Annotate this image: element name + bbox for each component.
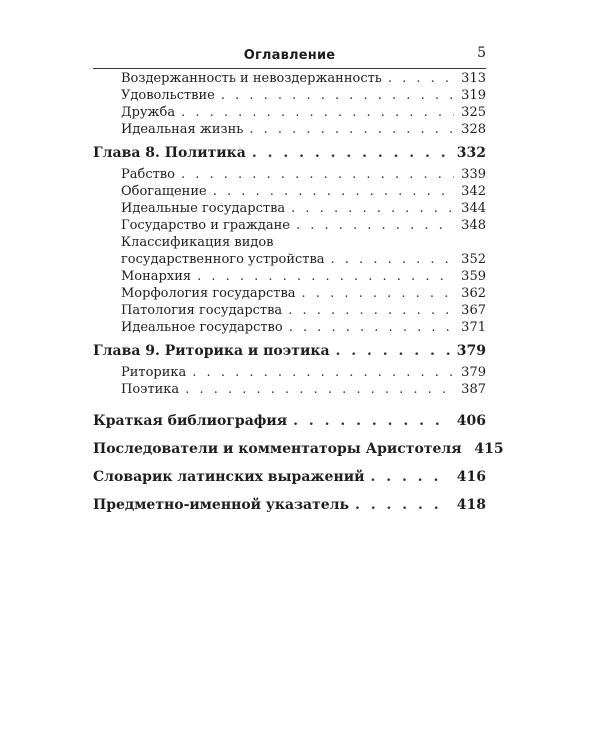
toc-entry-title: Поэтика <box>121 382 180 397</box>
toc-entry-page: 313 <box>461 71 486 86</box>
toc-entry <box>93 200 486 217</box>
toc-leader-dots <box>331 251 454 268</box>
toc-entry-title: Государство и граждане <box>121 218 290 233</box>
toc-entry-title: Патология государства <box>121 303 283 318</box>
toc-entry <box>93 183 486 200</box>
toc-entry-title: Дружба <box>121 105 176 120</box>
toc-entry-title: Рабство <box>121 167 175 182</box>
toc-back-matter-page: 416 <box>456 469 486 485</box>
toc-entry-title: Идеальное государство <box>121 320 283 335</box>
toc-entry-page: 319 <box>461 88 486 103</box>
toc-entry-page: 387 <box>461 382 486 397</box>
toc-leader-dots <box>288 302 454 319</box>
toc-entry-title: Воздержанность и невоздержанность <box>121 71 382 86</box>
toc-back-matter-title: Предметно-именной указатель <box>93 497 350 513</box>
toc-leader-dots <box>185 381 454 398</box>
toc-back-matter <box>93 468 486 486</box>
toc-chapter-page: 379 <box>456 343 486 359</box>
toc-back-matter-title: Словарик латинских выражений <box>93 469 365 485</box>
toc-entry <box>93 364 486 381</box>
toc-back-matter-page: 418 <box>456 497 486 513</box>
toc-entry-title: Идеальная жизнь <box>121 122 244 137</box>
toc-entry-page: 362 <box>461 286 486 301</box>
toc-entry-page: 328 <box>461 122 486 137</box>
toc-back-matter <box>93 496 486 514</box>
toc-entry-page: 359 <box>461 269 486 284</box>
toc-entry-page: 352 <box>461 252 486 267</box>
toc-entry-page: 371 <box>461 320 486 335</box>
toc-leader-dots <box>355 496 450 514</box>
toc-leader-dots <box>370 468 450 486</box>
toc-chapter-title: Глава 8. Политика <box>93 145 246 161</box>
header-title: Оглавление <box>243 48 336 63</box>
toc-leader-dots <box>289 319 454 336</box>
toc-entry-page: 339 <box>461 167 486 182</box>
toc-entry-page: 325 <box>461 105 486 120</box>
toc-entry-title: Морфология государства <box>121 286 296 301</box>
toc-entry <box>93 87 486 104</box>
toc-chapter-title: Глава 9. Риторика и поэтика <box>93 343 330 359</box>
toc-chapter-page: 332 <box>456 145 486 161</box>
toc-entry-title-line1: Классификация видов <box>121 235 274 250</box>
toc-leader-dots <box>336 342 450 360</box>
toc-back-matter-title: Краткая библиография <box>93 413 288 429</box>
toc-entry-page: 379 <box>461 365 486 380</box>
toc-leader-dots <box>213 183 454 200</box>
toc-entry-title-line2: государственного устройства <box>121 252 325 267</box>
toc-entry <box>93 268 486 285</box>
toc-entry-title: Риторика <box>121 365 187 380</box>
toc-entry <box>93 121 486 138</box>
toc-leader-dots <box>192 364 454 381</box>
toc-back-matter <box>93 440 504 458</box>
toc-leader-dots <box>221 87 454 104</box>
table-of-contents <box>93 70 504 514</box>
toc-entry <box>93 319 486 336</box>
toc-leader-dots <box>388 70 454 87</box>
toc-chapter-8 <box>93 144 486 162</box>
toc-leader-dots <box>296 217 454 234</box>
toc-entry-line2 <box>121 251 486 268</box>
toc-entry <box>93 217 486 234</box>
toc-back-matter-page: 415 <box>474 441 504 457</box>
toc-entry-page: 342 <box>461 184 486 199</box>
toc-leader-dots <box>181 166 454 183</box>
toc-entry <box>93 166 486 183</box>
toc-entry-title: Монархия <box>121 269 192 284</box>
toc-entry-page: 348 <box>461 218 486 233</box>
toc-chapter-9 <box>93 342 486 360</box>
toc-leader-dots <box>181 104 454 121</box>
running-header <box>93 40 486 69</box>
toc-leader-dots <box>302 285 454 302</box>
toc-back-matter <box>93 412 486 430</box>
toc-entry-page: 367 <box>461 303 486 318</box>
toc-entry-title: Удовольствие <box>121 88 215 103</box>
toc-leader-dots <box>293 412 450 430</box>
toc-entry <box>93 302 486 319</box>
toc-leader-dots <box>197 268 454 285</box>
toc-entry <box>93 104 486 121</box>
toc-entry-page: 344 <box>461 201 486 216</box>
toc-leader-dots <box>252 144 450 162</box>
toc-back-matter-title: Последователи и комментаторы Аристотеля <box>93 441 462 457</box>
toc-entry <box>93 285 486 302</box>
toc-back-matter-page: 406 <box>456 413 486 429</box>
toc-entry <box>93 381 486 398</box>
toc-leader-dots <box>291 200 454 217</box>
toc-entry-multiline <box>93 234 486 268</box>
toc-entry <box>93 70 486 87</box>
toc-entry-title: Обогащение <box>121 184 207 199</box>
header-page-number: 5 <box>477 45 486 61</box>
toc-leader-dots <box>249 121 454 138</box>
toc-entry-title: Идеальные государства <box>121 201 286 216</box>
